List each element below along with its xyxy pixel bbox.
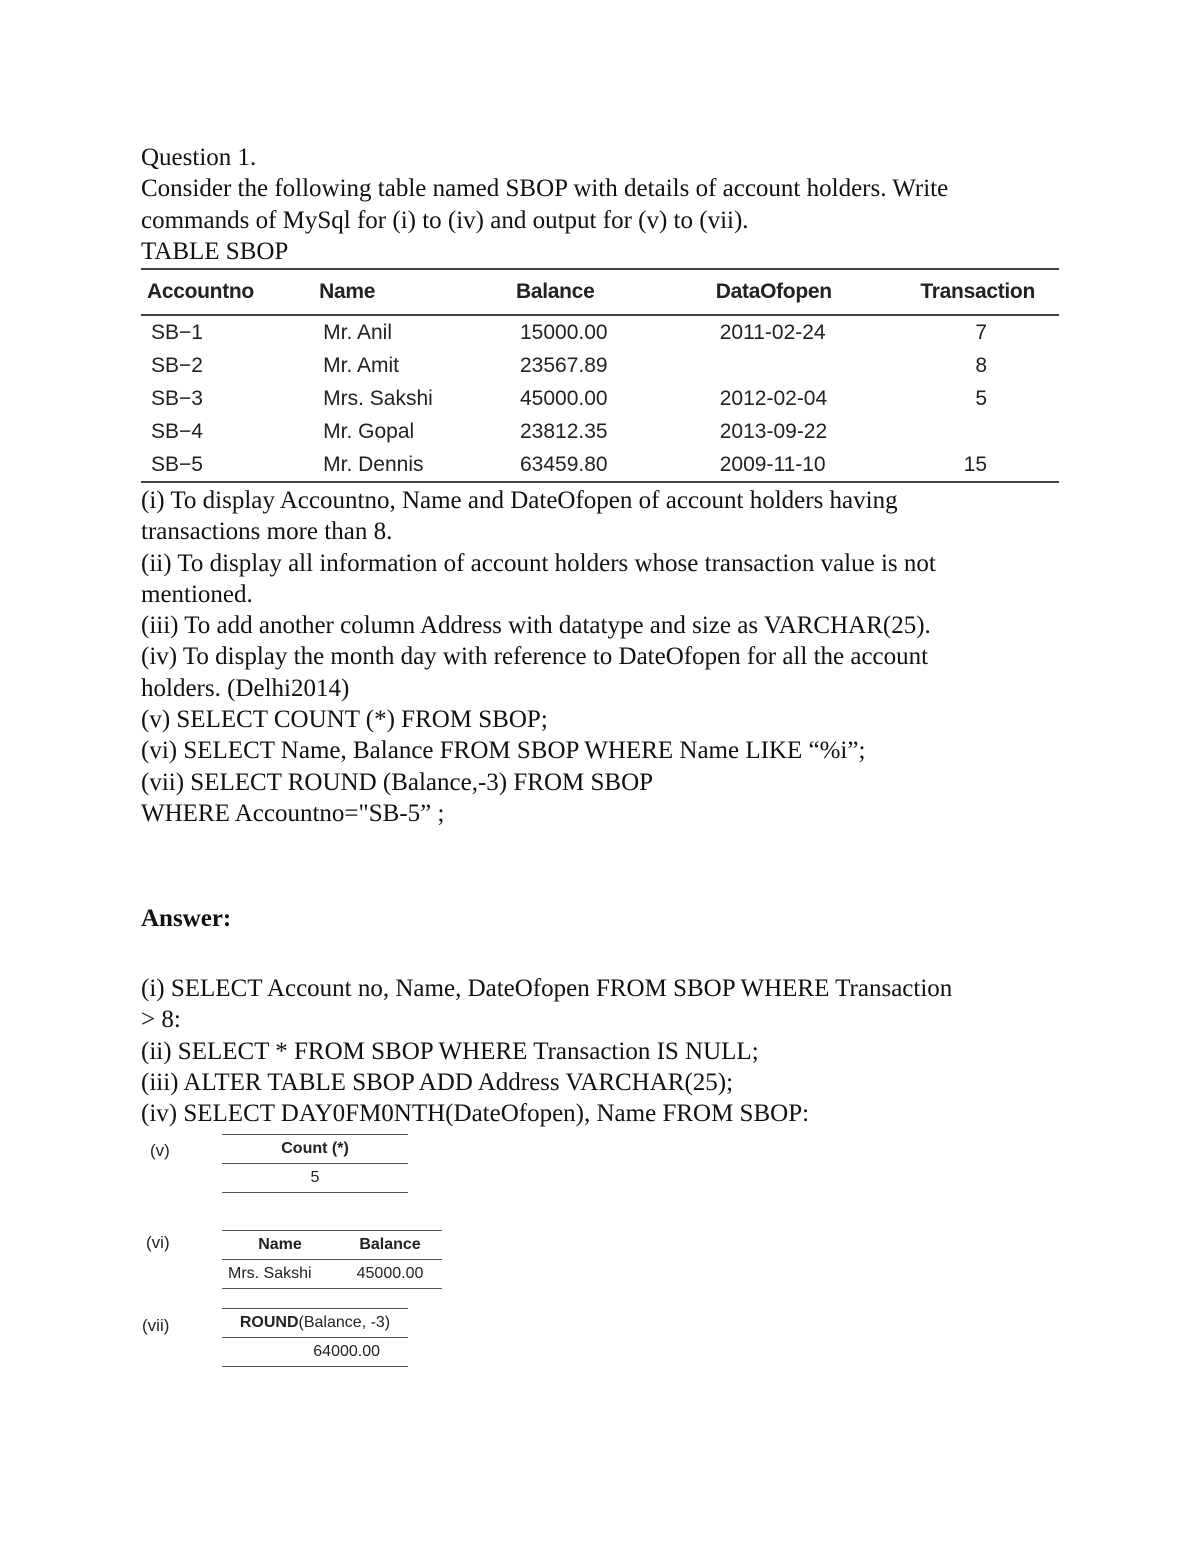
questions-list <box>141 485 1061 829</box>
table-row <box>141 382 1059 415</box>
cell-balance: 45000.00 <box>520 386 608 410</box>
cell-transaction: 7 <box>975 320 987 344</box>
output-vi-table <box>222 1230 442 1289</box>
cell-accountno: SB−4 <box>151 419 203 443</box>
output-v-table <box>222 1134 408 1193</box>
sbop-table <box>141 268 1059 483</box>
cell-dataofopen: 2009-11-10 <box>719 452 826 476</box>
output-vi-row <box>222 1260 442 1289</box>
cell-name: Mr. Dennis <box>323 452 424 476</box>
question-intro-line-1: Consider the following table named SBOP with details of account holders. Write <box>141 175 949 203</box>
question-intro <box>141 142 1061 267</box>
cell-balance: 23567.89 <box>520 353 608 377</box>
cell-transaction: 5 <box>975 386 987 410</box>
output-vi-cell-name: Mrs. Sakshi <box>228 1265 312 1282</box>
table-row <box>141 315 1059 349</box>
question-line: (iii) To add another column Address with datatype and size as VARCHAR(25). <box>141 612 931 640</box>
cell-accountno: SB−5 <box>151 452 203 476</box>
question-line: holders. (Delhi2014) <box>141 674 350 702</box>
cell-name: Mrs. Sakshi <box>323 386 433 410</box>
answers-list <box>141 973 1061 1129</box>
output-vi-header-name: Name <box>258 1236 302 1253</box>
cell-dataofopen: 2012-02-04 <box>719 386 828 410</box>
table-row <box>141 448 1059 482</box>
output-vi-cell-balance: 45000.00 <box>356 1265 424 1282</box>
question-line: transactions more than 8. <box>141 518 393 546</box>
header-transaction: Transaction <box>920 280 1035 303</box>
answer-line: (i) SELECT Account no, Name, DateOfopen FROM SBOP WHERE Transaction <box>141 975 953 1002</box>
answer-line: (iii) ALTER TABLE SBOP ADD Address VARCHAR(25); <box>141 1068 734 1096</box>
cell-accountno: SB−3 <box>151 386 203 410</box>
question-line: mentioned. <box>141 580 253 608</box>
header-accountno: Accountno <box>147 280 254 303</box>
question-line: WHERE Accountno="SB-5” ; <box>141 799 445 827</box>
cell-balance: 63459.80 <box>520 452 608 476</box>
question-line: (i) To display Accountno, Name and DateOfopen of account holders having <box>141 487 898 514</box>
header-name: Name <box>319 280 376 303</box>
output-vii-header-row <box>222 1309 408 1338</box>
question-line: (ii) To display all information of account holders whose transaction value is not <box>141 549 936 577</box>
cell-dataofopen <box>710 349 915 382</box>
output-v-header: Count (*) <box>281 1140 349 1157</box>
cell-accountno: SB−1 <box>151 320 203 344</box>
output-v-label: (v) <box>150 1141 170 1160</box>
cell-name: Mr. Anil <box>323 320 392 344</box>
sbop-header-row <box>141 269 1059 315</box>
output-v-header-row <box>222 1135 408 1164</box>
cell-name: Mr. Gopal <box>323 419 415 443</box>
output-vi-header-balance: Balance <box>359 1236 421 1253</box>
header-dataofopen: DataOfopen <box>715 280 832 303</box>
answer-heading: Answer: <box>141 905 232 932</box>
question-line: (vii) SELECT ROUND (Balance,-3) FROM SBOP <box>141 768 654 796</box>
cell-transaction: 8 <box>975 353 987 377</box>
output-v-row <box>222 1164 408 1193</box>
answer-line: (iv) SELECT DAY0FM0NTH(DateOfopen), Name FROM SBOP: <box>141 1100 810 1128</box>
table-row <box>141 415 1059 448</box>
question-line: (vi) SELECT Name, Balance FROM SBOP WHERE Name LIKE “%i”; <box>141 737 866 765</box>
table-caption: TABLE SBOP <box>141 237 289 265</box>
table-row <box>141 349 1059 382</box>
output-vii-header-args: (Balance, -3) <box>298 1314 391 1331</box>
header-balance: Balance <box>516 280 595 303</box>
cell-balance: 23812.35 <box>520 419 608 443</box>
cell-dataofopen: 2011-02-24 <box>719 320 826 344</box>
answer-line: (ii) SELECT * FROM SBOP WHERE Transaction IS NULL; <box>141 1037 759 1065</box>
cell-transaction <box>914 415 1059 448</box>
output-vii-row <box>222 1338 408 1367</box>
question-intro-line-2: commands of MySql for (i) to (iv) and output for (v) to (vii). <box>141 206 749 234</box>
output-vii-header-func: ROUND <box>239 1314 299 1331</box>
cell-dataofopen: 2013-09-22 <box>719 419 828 443</box>
question-title: Question 1. <box>141 144 257 171</box>
output-vi-label: (vi) <box>146 1233 170 1252</box>
output-vii-label: (vii) <box>142 1316 170 1335</box>
output-vii-value: 64000.00 <box>313 1343 380 1360</box>
answer-line: > 8: <box>141 1006 181 1034</box>
output-vii-table <box>222 1308 408 1367</box>
cell-accountno: SB−2 <box>151 353 203 377</box>
cell-transaction: 15 <box>963 452 987 476</box>
output-vii-header <box>222 1309 408 1338</box>
cell-balance: 15000.00 <box>520 320 608 344</box>
cell-name: Mr. Amit <box>323 353 399 377</box>
output-vi-header-row <box>222 1231 442 1260</box>
output-v-value: 5 <box>310 1169 320 1186</box>
question-line: (v) SELECT COUNT (*) FROM SBOP; <box>141 706 548 734</box>
question-line: (iv) To display the month day with reference to DateOfopen for all the account <box>141 643 929 671</box>
